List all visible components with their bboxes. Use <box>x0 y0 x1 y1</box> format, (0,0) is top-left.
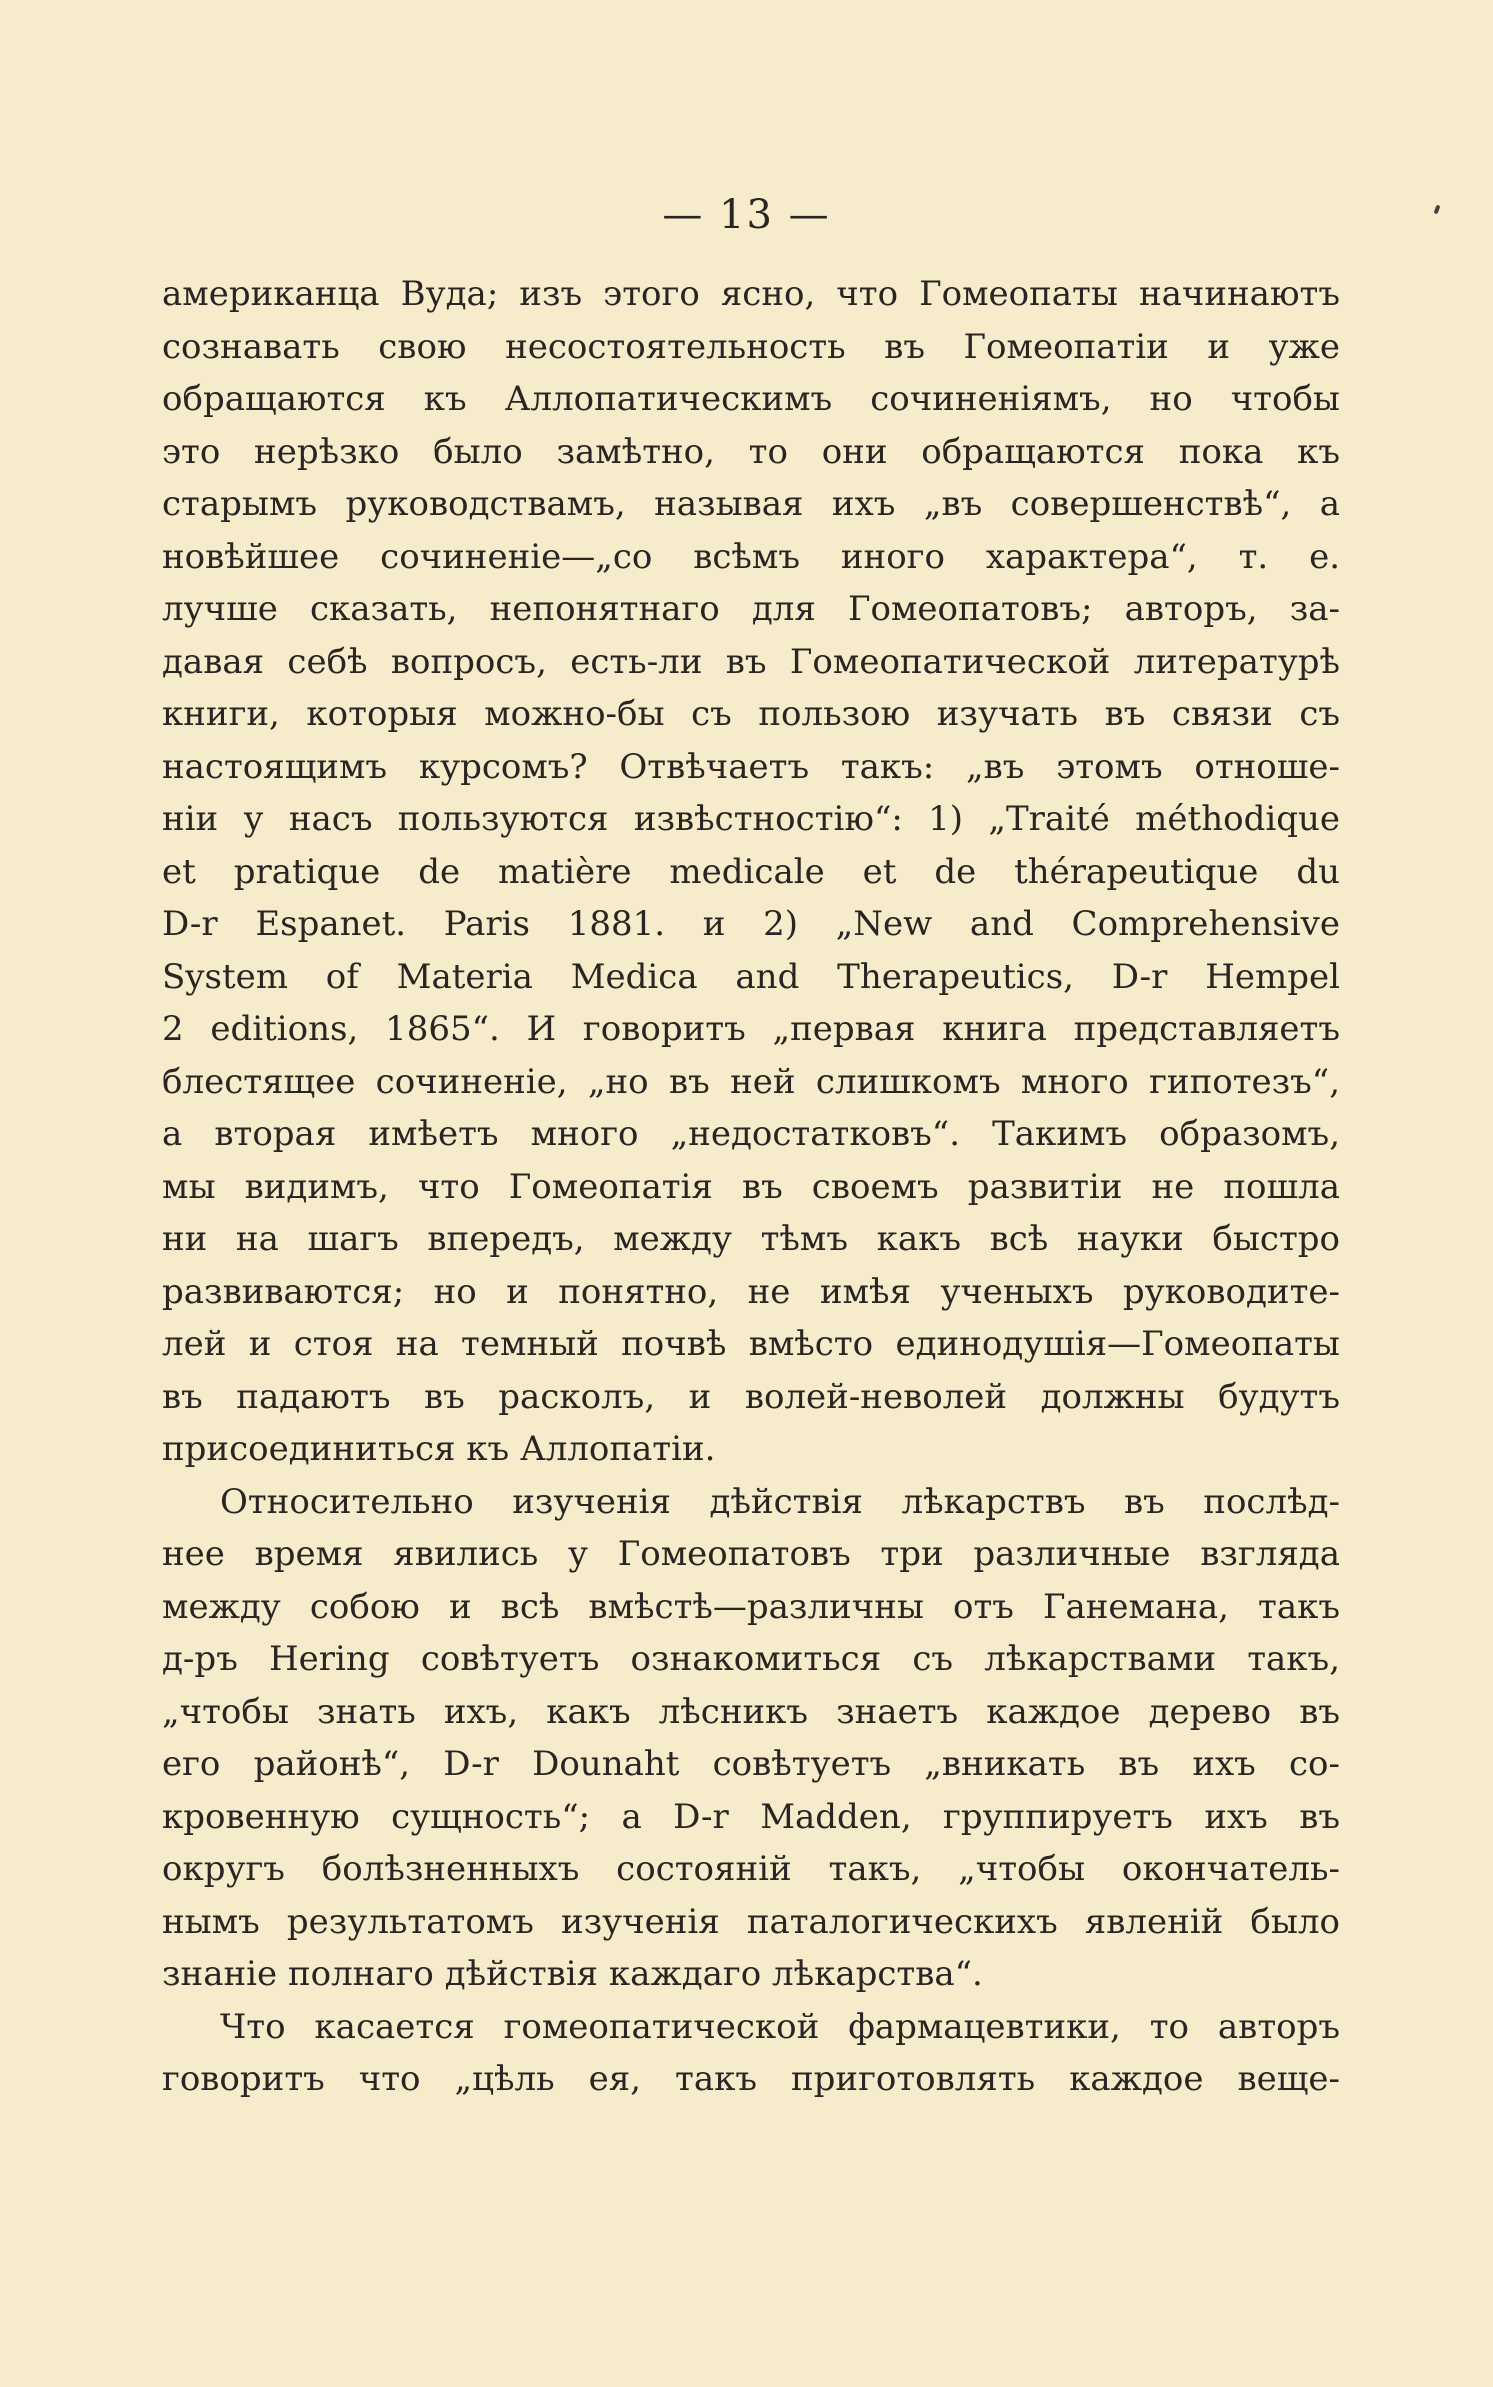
text-line: Что касается гомеопатической фармацевтики, то авторъ <box>220 2006 1340 2047</box>
text-line: новѣйшее сочиненіе—„со всѣмъ иного характера“, т. е. <box>162 536 1340 577</box>
text-line: округъ болѣзненныхъ состояній такъ, „чтобы окончатель- <box>162 1849 1340 1889</box>
text-line: давая себѣ вопросъ, есть-ли въ Гомеопатической литературѣ <box>162 641 1340 682</box>
text-line: обращаются къ Аллопатическимъ сочиненіямъ, но чтобы <box>162 379 1340 419</box>
text-line: блестящее сочиненіе, „но въ ней слишкомъ много гипотезъ“, <box>162 1061 1340 1102</box>
text-line: между собою и всѣ вмѣстѣ—различны отъ Ганемана, такъ <box>162 1586 1340 1627</box>
text-line: нее время явились у Гомеопатовъ три различные взгляда <box>162 1534 1340 1574</box>
text-line: это нерѣзко было замѣтно, то они обращаются пока къ <box>162 431 1340 472</box>
text-line: д-ръ Hering совѣтуетъ ознакомиться съ лѣкарствами такъ, <box>162 1639 1340 1679</box>
text-line: ни на шагъ впередъ, между тѣмъ какъ всѣ науки быстро <box>162 1219 1340 1259</box>
text-line: Относительно изученія дѣйствія лѣкарствъ въ послѣд- <box>220 1481 1340 1522</box>
text-line: знаніе полнаго дѣйствія каждаго лѣкарства“. <box>162 1954 983 1994</box>
text-line: его районѣ“, D-r Dounaht совѣтуетъ „вникать въ ихъ со- <box>162 1744 1340 1784</box>
paragraph-3 <box>162 2001 1340 2106</box>
text-line: „чтобы знать ихъ, какъ лѣсникъ знаетъ каждое дерево въ <box>162 1691 1340 1732</box>
paragraph-2 <box>162 1476 1340 2001</box>
text-line: D-r Espanet. Paris 1881. и 2) „New and Comprehensive <box>162 904 1340 944</box>
text-line: настоящимъ курсомъ? Отвѣчаетъ такъ: „въ этомъ отноше- <box>162 746 1340 787</box>
text-line: американца Вуда; изъ этого ясно, что Гомеопаты начинаютъ <box>162 274 1340 314</box>
text-line: сознавать свою несостоятельность въ Гомеопатіи и уже <box>162 326 1340 367</box>
text-line: присоединиться къ Аллопатіи. <box>162 1429 716 1469</box>
page-number: — 13 — <box>662 192 831 238</box>
text-line: а вторая имѣетъ много „недостатковъ“. Такимъ образомъ, <box>162 1114 1340 1154</box>
text-line: лучше сказать, непонятнаго для Гомеопатовъ; авторъ, за- <box>162 589 1340 629</box>
text-line: развиваются; но и понятно, не имѣя ученыхъ руководите- <box>162 1271 1340 1312</box>
text-line: мы видимъ, что Гомеопатія въ своемъ развитіи не пошла <box>162 1166 1340 1207</box>
text-line: System of Materia Medica and Therapeutics, D-r Hempel <box>162 956 1340 997</box>
text-line: нымъ результатомъ изученія паталогическихъ явленій было <box>162 1901 1340 1942</box>
paragraph-1 <box>162 268 1340 1476</box>
text-line: книги, которыя можно-бы съ пользою изучать въ связи съ <box>162 694 1340 734</box>
text-line: кровенную сущность“; а D-r Madden, группируетъ ихъ въ <box>162 1796 1340 1837</box>
text-line: лей и стоя на темный почвѣ вмѣсто единодушія—Гомеопаты <box>162 1324 1340 1364</box>
text-line: 2 editions, 1865“. И говоритъ „первая книга представляетъ <box>162 1009 1340 1049</box>
text-line: старымъ руководствамъ, называя ихъ „въ совершенствѣ“, а <box>162 484 1340 524</box>
text-line: ніи у насъ пользуются извѣстностію“: 1) „Traité méthodique <box>162 799 1340 839</box>
body-text <box>162 268 1340 2106</box>
text-line: въ падаютъ въ расколъ, и волей-неволей должны будутъ <box>162 1376 1340 1417</box>
text-line: говоритъ что „цѣль ея, такъ приготовлять каждое веще- <box>162 2059 1340 2099</box>
text-line: et pratique de matière medicale et de thérapeutique du <box>162 851 1340 892</box>
